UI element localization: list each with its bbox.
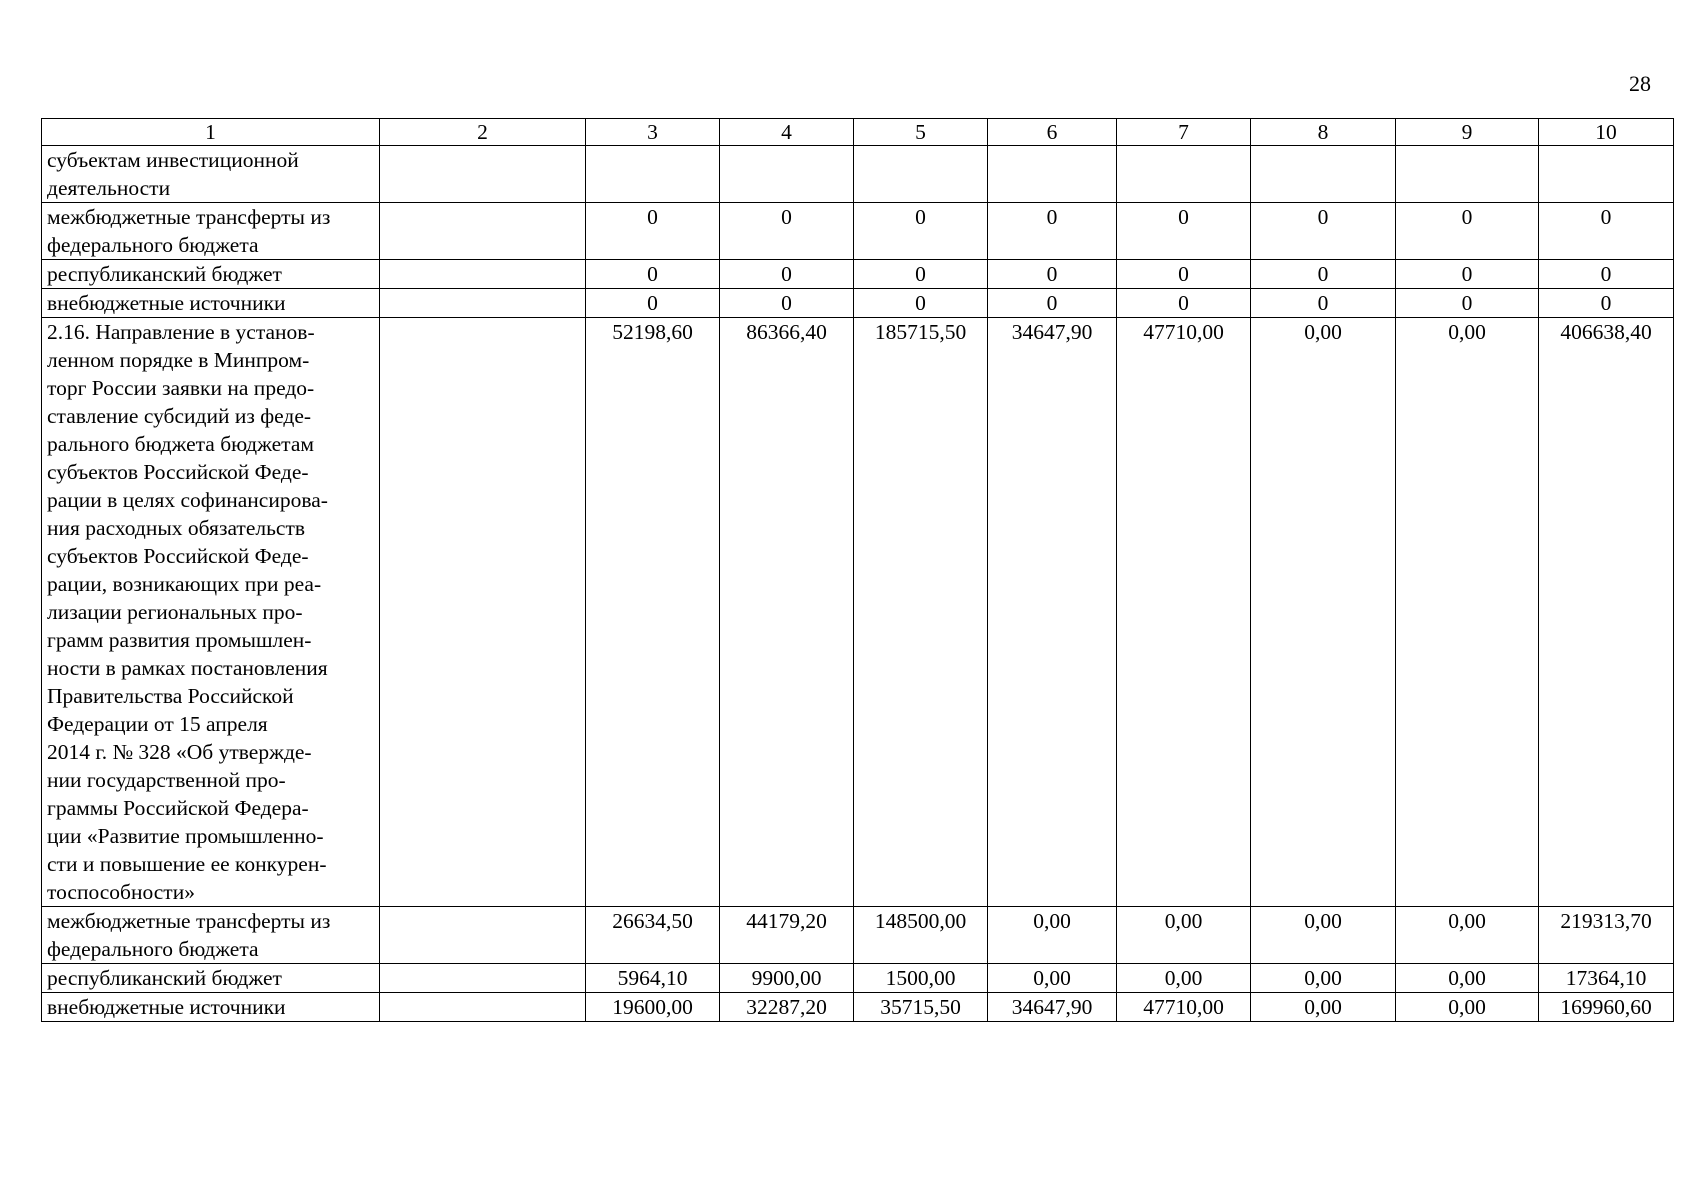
value-cell: 5964,10	[586, 964, 720, 993]
value-cell: 0,00	[1251, 993, 1396, 1022]
header-row	[42, 119, 1674, 146]
value-cell: 0	[1251, 203, 1396, 260]
row-label: субъектам инвестиционной деятельности	[42, 146, 380, 203]
row-label: внебюджетные источники	[42, 993, 380, 1022]
header-cell: 2	[380, 119, 586, 146]
row-label: республиканский бюджет	[42, 964, 380, 993]
header-cell: 7	[1117, 119, 1251, 146]
value-cell: 0,00	[1396, 993, 1539, 1022]
value-cell	[1396, 146, 1539, 203]
table-row	[42, 993, 1674, 1022]
value-cell: 9900,00	[720, 964, 854, 993]
row-col2-cell	[380, 289, 586, 318]
table-row	[42, 964, 1674, 993]
value-cell	[586, 146, 720, 203]
row-label: республиканский бюджет	[42, 260, 380, 289]
value-cell: 0,00	[1117, 907, 1251, 964]
value-cell: 0	[720, 260, 854, 289]
value-cell: 34647,90	[988, 993, 1117, 1022]
header-cell: 9	[1396, 119, 1539, 146]
value-cell: 0	[586, 260, 720, 289]
header-cell: 6	[988, 119, 1117, 146]
value-cell	[1117, 146, 1251, 203]
page-number: 28	[1629, 71, 1651, 96]
value-cell: 86366,40	[720, 318, 854, 907]
value-cell: 35715,50	[854, 993, 988, 1022]
table-row	[42, 907, 1674, 964]
value-cell: 0	[1117, 260, 1251, 289]
value-cell: 0,00	[1251, 907, 1396, 964]
header-cell: 10	[1539, 119, 1674, 146]
value-cell: 0	[1396, 289, 1539, 318]
row-col2-cell	[380, 993, 586, 1022]
value-cell: 0,00	[1117, 964, 1251, 993]
value-cell: 0	[988, 203, 1117, 260]
value-cell: 52198,60	[586, 318, 720, 907]
value-cell: 34647,90	[988, 318, 1117, 907]
table-row	[42, 289, 1674, 318]
budget-table	[41, 118, 1674, 1022]
header-cell: 5	[854, 119, 988, 146]
value-cell: 0,00	[988, 964, 1117, 993]
table-row	[42, 146, 1674, 203]
value-cell: 0,00	[1396, 907, 1539, 964]
value-cell: 0	[1251, 260, 1396, 289]
value-cell: 0	[586, 203, 720, 260]
value-cell: 219313,70	[1539, 907, 1674, 964]
value-cell: 1500,00	[854, 964, 988, 993]
value-cell: 44179,20	[720, 907, 854, 964]
value-cell: 0	[1396, 203, 1539, 260]
header-cell: 3	[586, 119, 720, 146]
table-row	[42, 318, 1674, 907]
row-label: межбюджетные трансферты из федерального бюджета	[42, 907, 380, 964]
value-cell: 0,00	[1251, 964, 1396, 993]
value-cell	[720, 146, 854, 203]
value-cell: 0	[1251, 289, 1396, 318]
value-cell	[854, 146, 988, 203]
value-cell: 406638,40	[1539, 318, 1674, 907]
value-cell: 0	[854, 203, 988, 260]
value-cell: 169960,60	[1539, 993, 1674, 1022]
value-cell	[1539, 146, 1674, 203]
value-cell: 0	[988, 289, 1117, 318]
value-cell: 47710,00	[1117, 318, 1251, 907]
row-label: межбюджетные трансферты из федерального бюджета	[42, 203, 380, 260]
value-cell: 0	[1539, 203, 1674, 260]
row-col2-cell	[380, 203, 586, 260]
value-cell: 0,00	[1396, 964, 1539, 993]
value-cell: 0,00	[988, 907, 1117, 964]
value-cell	[1251, 146, 1396, 203]
row-col2-cell	[380, 318, 586, 907]
value-cell: 47710,00	[1117, 993, 1251, 1022]
row-label: внебюджетные источники	[42, 289, 380, 318]
value-cell: 0	[854, 260, 988, 289]
value-cell: 17364,10	[1539, 964, 1674, 993]
value-cell: 0	[988, 260, 1117, 289]
row-col2-cell	[380, 964, 586, 993]
value-cell: 0	[1117, 289, 1251, 318]
value-cell: 148500,00	[854, 907, 988, 964]
value-cell: 185715,50	[854, 318, 988, 907]
value-cell: 0	[1117, 203, 1251, 260]
value-cell: 0	[720, 289, 854, 318]
row-col2-cell	[380, 146, 586, 203]
value-cell: 0,00	[1396, 318, 1539, 907]
table-row	[42, 203, 1674, 260]
value-cell: 0	[1396, 260, 1539, 289]
value-cell: 0	[854, 289, 988, 318]
table-row	[42, 260, 1674, 289]
value-cell	[988, 146, 1117, 203]
value-cell: 32287,20	[720, 993, 854, 1022]
value-cell: 0	[1539, 260, 1674, 289]
row-col2-cell	[380, 907, 586, 964]
value-cell: 0	[586, 289, 720, 318]
value-cell: 0	[720, 203, 854, 260]
value-cell: 0	[1539, 289, 1674, 318]
row-label: 2.16. Направление в установ- ленном порядке в Минпром- торг России заявки на предо- ставление субсидий из феде- рального бюджета бюджетам субъектов Российской Феде- рации в целях софинансирова- ния расходных обязательств субъектов Российской Феде- рации, возникающих при реа- лизации региональных про- грамм развития промышлен- ности в рамках постановления Правительства Российской Федерации от 15 апреля 2014 г. № 328 «Об утвержде- нии государственной про- граммы Российской Федера- ции «Развитие промышленно- сти и повышение ее конкурен- тоспособности»	[42, 318, 380, 907]
header-cell: 8	[1251, 119, 1396, 146]
header-cell: 4	[720, 119, 854, 146]
value-cell: 0,00	[1251, 318, 1396, 907]
value-cell: 19600,00	[586, 993, 720, 1022]
row-col2-cell	[380, 260, 586, 289]
header-cell: 1	[42, 119, 380, 146]
value-cell: 26634,50	[586, 907, 720, 964]
